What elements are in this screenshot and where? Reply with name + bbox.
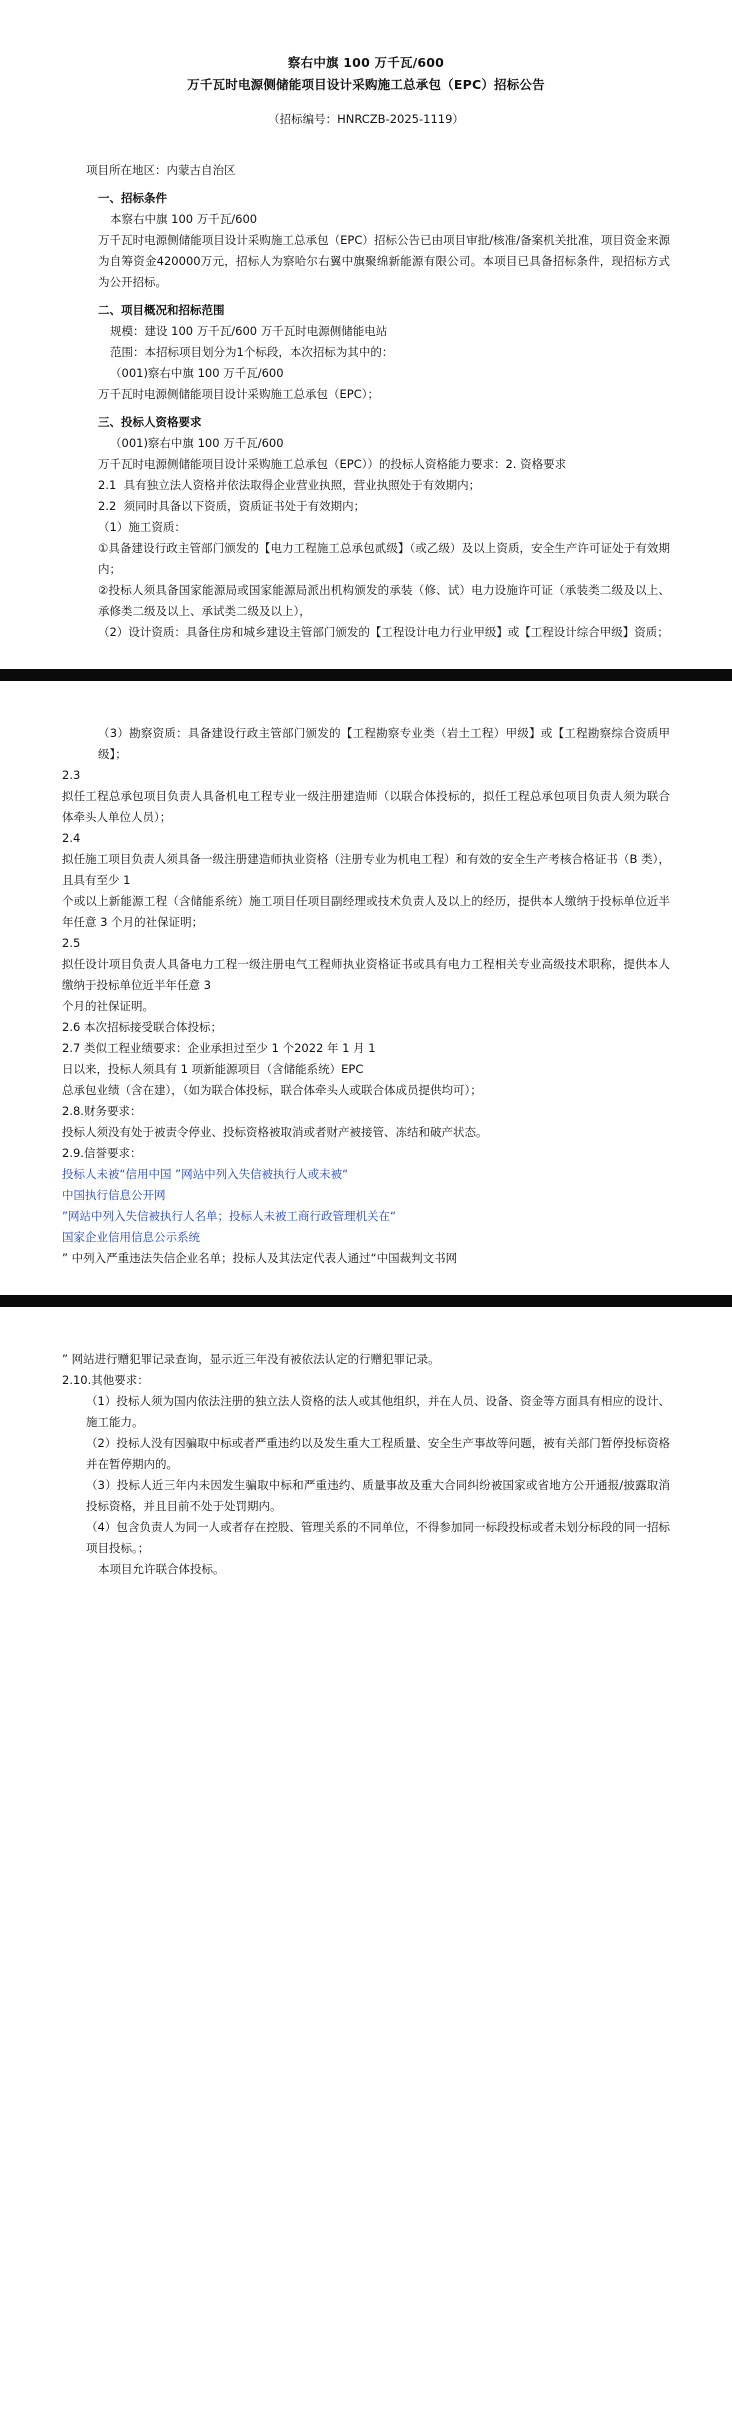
clause-2-1-text: 具有独立法人资格并依法取得企业营业执照，营业执照处于有效期内； — [123, 478, 481, 492]
page3-item-1: 2.10.其他要求： — [62, 1373, 149, 1387]
project-region: 项目所在地区：内蒙古自治区 — [86, 163, 236, 177]
section-2-para-3: （001)察右中旗 100 万千瓦/600 — [110, 366, 284, 380]
page2-item-11: 日以来，投标人须具有 1 项新能源项目（含储能系统）EPC — [62, 1062, 364, 1076]
page-divider-1 — [0, 669, 732, 681]
sheet-3 — [0, 1307, 732, 1580]
page2-item-19: 国家企业信用信息公示系统 — [62, 1230, 200, 1244]
tender-code: （招标编号：HNRCZB-2025-1119） — [268, 112, 464, 126]
qual-item-2: ②投标人须具备国家能源局或国家能源局派出机构颁发的承装（修、试）电力设施许可证（承装类二级及以上、承修类二级及以上、承试类二级及以上）， — [98, 583, 670, 618]
section-2-para-2: 范围：本招标项目划分为1个标段，本次招标为其中的： — [110, 345, 394, 359]
page2-item-6: 2.5 — [62, 936, 81, 950]
section-3-heading: 三、投标人资格要求 — [98, 415, 202, 429]
qual-item-1: ①具备建设行政主管部门颁发的【电力工程施工总承包贰级】（或乙级）及以上资质，安全生产许可证处于有效期内； — [98, 541, 670, 576]
clause-2-2-text: 须同时具备以下资质，资质证书处于有效期内； — [123, 499, 366, 513]
page3-item-2: （1）投标人须为国内依法注册的独立法人资格的法人或其他组织，并在人员、设备、资金等方面具有相应的设计、施工能力。 — [86, 1394, 670, 1429]
page2-item-14: 投标人须没有处于被责令停业、投标资格被取消或者财产被接管、冻结和破产状态。 — [62, 1125, 488, 1139]
clause-2-2 — [62, 496, 670, 517]
section-2-para-1: 规模：建设 100 万千瓦/600 万千瓦时电源侧储能电站 — [110, 324, 388, 338]
spacer — [62, 130, 670, 160]
clause-2-2-num: 2.2 — [98, 499, 117, 513]
section-2-para-4: 万千瓦时电源侧储能项目设计采购施工总承包（EPC）； — [98, 387, 379, 401]
page-divider-2 — [0, 1295, 732, 1307]
clause-2-1 — [62, 475, 670, 496]
page2-item-7: 拟任设计项目负责人具备电力工程一级注册电气工程师执业资格证书或具有电力工程相关专业高级技术职称，提供本人缴纳于投标单位近半年任意 3 — [62, 957, 670, 992]
page3-item-0: ” 网站进行赠犯罪记录查询，显示近三年没有被依法认定的行赠犯罪记录。 — [62, 1352, 440, 1366]
page2-item-0: （3）勘察资质：具备建设行政主管部门颁发的【工程勘察专业类（岩土工程）甲级】或【工程勘察综合资质甲级】； — [98, 726, 670, 761]
page2-item-1: 2.3 — [62, 768, 81, 782]
page2-item-10: 2.7 类似工程业绩要求：企业承担过至少 1 个2022 年 1 月 1 — [62, 1041, 376, 1055]
page2-item-17: 中国执行信息公开网 — [62, 1188, 166, 1202]
page2-item-18: ”网站中列入失信被执行人名单；投标人未被工商行政管理机关在“ — [62, 1209, 396, 1223]
page2-item-4: 拟任施工项目负责人须具备一级注册建造师执业资格（注册专业为机电工程）和有效的安全生产考核合格证书（B 类），且具有至少 1 — [62, 852, 670, 887]
section-3-intro-2: 万千瓦时电源侧储能项目设计采购施工总承包（EPC））的投标人资格能力要求：2. 资格要求 — [98, 457, 567, 471]
document-title — [62, 52, 670, 96]
page2-item-13: 2.8.财务要求： — [62, 1104, 142, 1118]
sheet-2 — [0, 681, 732, 1295]
title-line-1: 察右中旗 100 万千瓦/600 — [287, 55, 445, 70]
page2-item-15: 2.9.信誉要求： — [62, 1146, 142, 1160]
page2-item-12: 总承包业绩（含在建），（如为联合体投标，联合体牵头人或联合体成员提供均可）； — [62, 1083, 482, 1097]
qual-item-3: （2）设计资质：具备住房和城乡建设主管部门颁发的【工程设计电力行业甲级】或【工程设计综合甲级】资质； — [98, 625, 669, 639]
page2-item-16: 投标人未被“信用中国 ”网站中列入失信被执行人或未被“ — [62, 1167, 349, 1181]
section-1-para-1: 本察右中旗 100 万千瓦/600 — [110, 212, 258, 226]
page2-item-20: ” 中列入严重违法失信企业名单；投标人及其法定代表人通过“中国裁判文书网 — [62, 1251, 458, 1265]
section-1-heading: 一、招标条件 — [98, 191, 167, 205]
title-line-2: 万千瓦时电源侧储能项目设计采购施工总承包（EPC）招标公告 — [187, 77, 545, 92]
page2-item-9: 2.6 本次招标接受联合体投标； — [62, 1020, 222, 1034]
qual-item-0: （1）施工资质： — [98, 520, 186, 534]
page2-item-8: 个月的社保证明。 — [62, 999, 154, 1013]
page2-item-2: 拟任工程总承包项目负责人具备机电工程专业一级注册建造师（以联合体投标的，拟任工程总承包项目负责人须为联合体牵头人单位人员）； — [62, 789, 670, 824]
section-2-heading: 二、项目概况和招标范围 — [98, 303, 225, 317]
section-3-intro-1: （001)察右中旗 100 万千瓦/600 — [110, 436, 284, 450]
page3-item-5: （4）包含负责人为同一人或者存在控股、管理关系的不同单位，不得参加同一标段投标或者未划分标段的同一招标项目投标。； — [86, 1520, 670, 1555]
page2-item-5: 个或以上新能源工程（含储能系统）施工项目任项目副经理或技术负责人及以上的经历，提供本人缴纳于投标单位近半年任意 3 个月的社保证明； — [62, 894, 670, 929]
page2-item-3: 2.4 — [62, 831, 81, 845]
page3-item-3: （2）投标人没有因骗取中标或者严重违约以及发生重大工程质量、安全生产事故等问题，被有关部门暂停投标资格并在暂停期内的。 — [86, 1436, 670, 1471]
sheet-1 — [0, 0, 732, 669]
clause-2-1-num: 2.1 — [98, 478, 117, 492]
page3-item-4: （3）投标人近三年内未因发生骗取中标和严重违约、质量事故及重大合同纠纷被国家或省地方公开通报/披露取消投标资格，并且目前不处于处罚期内。 — [86, 1478, 670, 1513]
page3-item-6: 本项目允许联合体投标。 — [98, 1562, 225, 1576]
section-1-para-2: 万千瓦时电源侧储能项目设计采购施工总承包（EPC）招标公告已由项目审批/核准/备案机关批准，项目资金来源为自筹资金420000万元，招标人为察哈尔右翼中旗聚绵新能源有限公司。本项目已具备招标条件，现招标方式为公开招标。 — [98, 233, 670, 289]
